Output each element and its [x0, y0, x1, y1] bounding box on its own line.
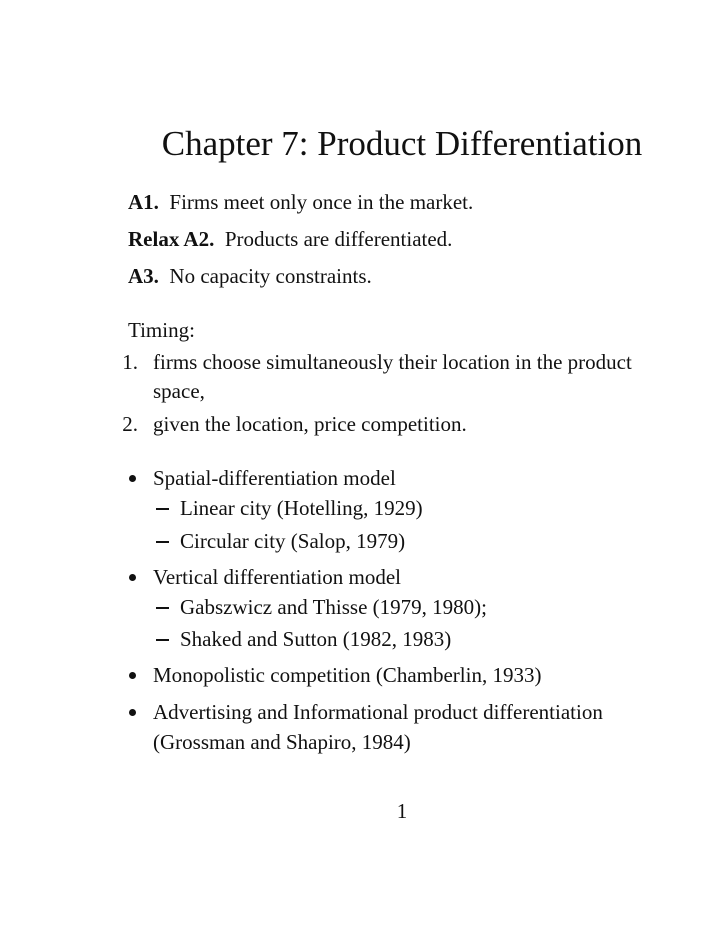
assumption-a1 — [128, 189, 473, 215]
subitem-gabszwicz: Gabszwicz and Thisse (1979, 1980); — [180, 595, 487, 619]
dash-icon — [156, 639, 169, 641]
page-title: Chapter 7: Product Differentiation — [161, 124, 643, 163]
timing-heading: Timing: — [128, 318, 195, 342]
bullet-icon — [129, 475, 136, 482]
subitem-linear-city: Linear city (Hotelling, 1929) — [180, 496, 423, 520]
assumption-label: A1. — [128, 190, 159, 214]
assumption-text: No capacity constraints. — [169, 264, 372, 288]
assumption-a2 — [128, 226, 452, 252]
assumption-a3 — [128, 263, 372, 289]
subitem-shaked: Shaked and Sutton (1982, 1983) — [180, 627, 452, 651]
timing-step-2-line1: given the location, price competition. — [153, 412, 467, 436]
bullet-icon — [129, 574, 136, 581]
bullet-icon — [129, 709, 136, 716]
dash-icon — [156, 508, 169, 510]
model-monopolistic: Monopolistic competition (Chamberlin, 1933) — [153, 663, 542, 687]
model-advertising-cont: (Grossman and Shapiro, 1984) — [153, 730, 411, 754]
dash-icon — [156, 607, 169, 609]
timing-step-1-line1: firms choose simultaneously their location in the product — [153, 350, 632, 374]
subitem-circular-city: Circular city (Salop, 1979) — [180, 529, 406, 553]
bullet-icon — [129, 672, 136, 679]
timing-step-number: 1. — [122, 350, 138, 374]
model-spatial: Spatial-differentiation model — [153, 466, 396, 490]
model-vertical: Vertical differentiation model — [153, 565, 402, 589]
dash-icon — [156, 541, 169, 543]
timing-step-1-line2: space, — [153, 379, 205, 403]
assumption-text: Firms meet only once in the market. — [169, 190, 474, 214]
timing-step-number: 2. — [122, 412, 138, 436]
model-advertising: Advertising and Informational product differentiation — [153, 700, 603, 724]
page-number: 1 — [396, 799, 408, 823]
assumption-label: Relax A2. — [128, 227, 215, 251]
assumption-label: A3. — [128, 264, 159, 288]
assumption-text: Products are differentiated. — [224, 227, 453, 251]
